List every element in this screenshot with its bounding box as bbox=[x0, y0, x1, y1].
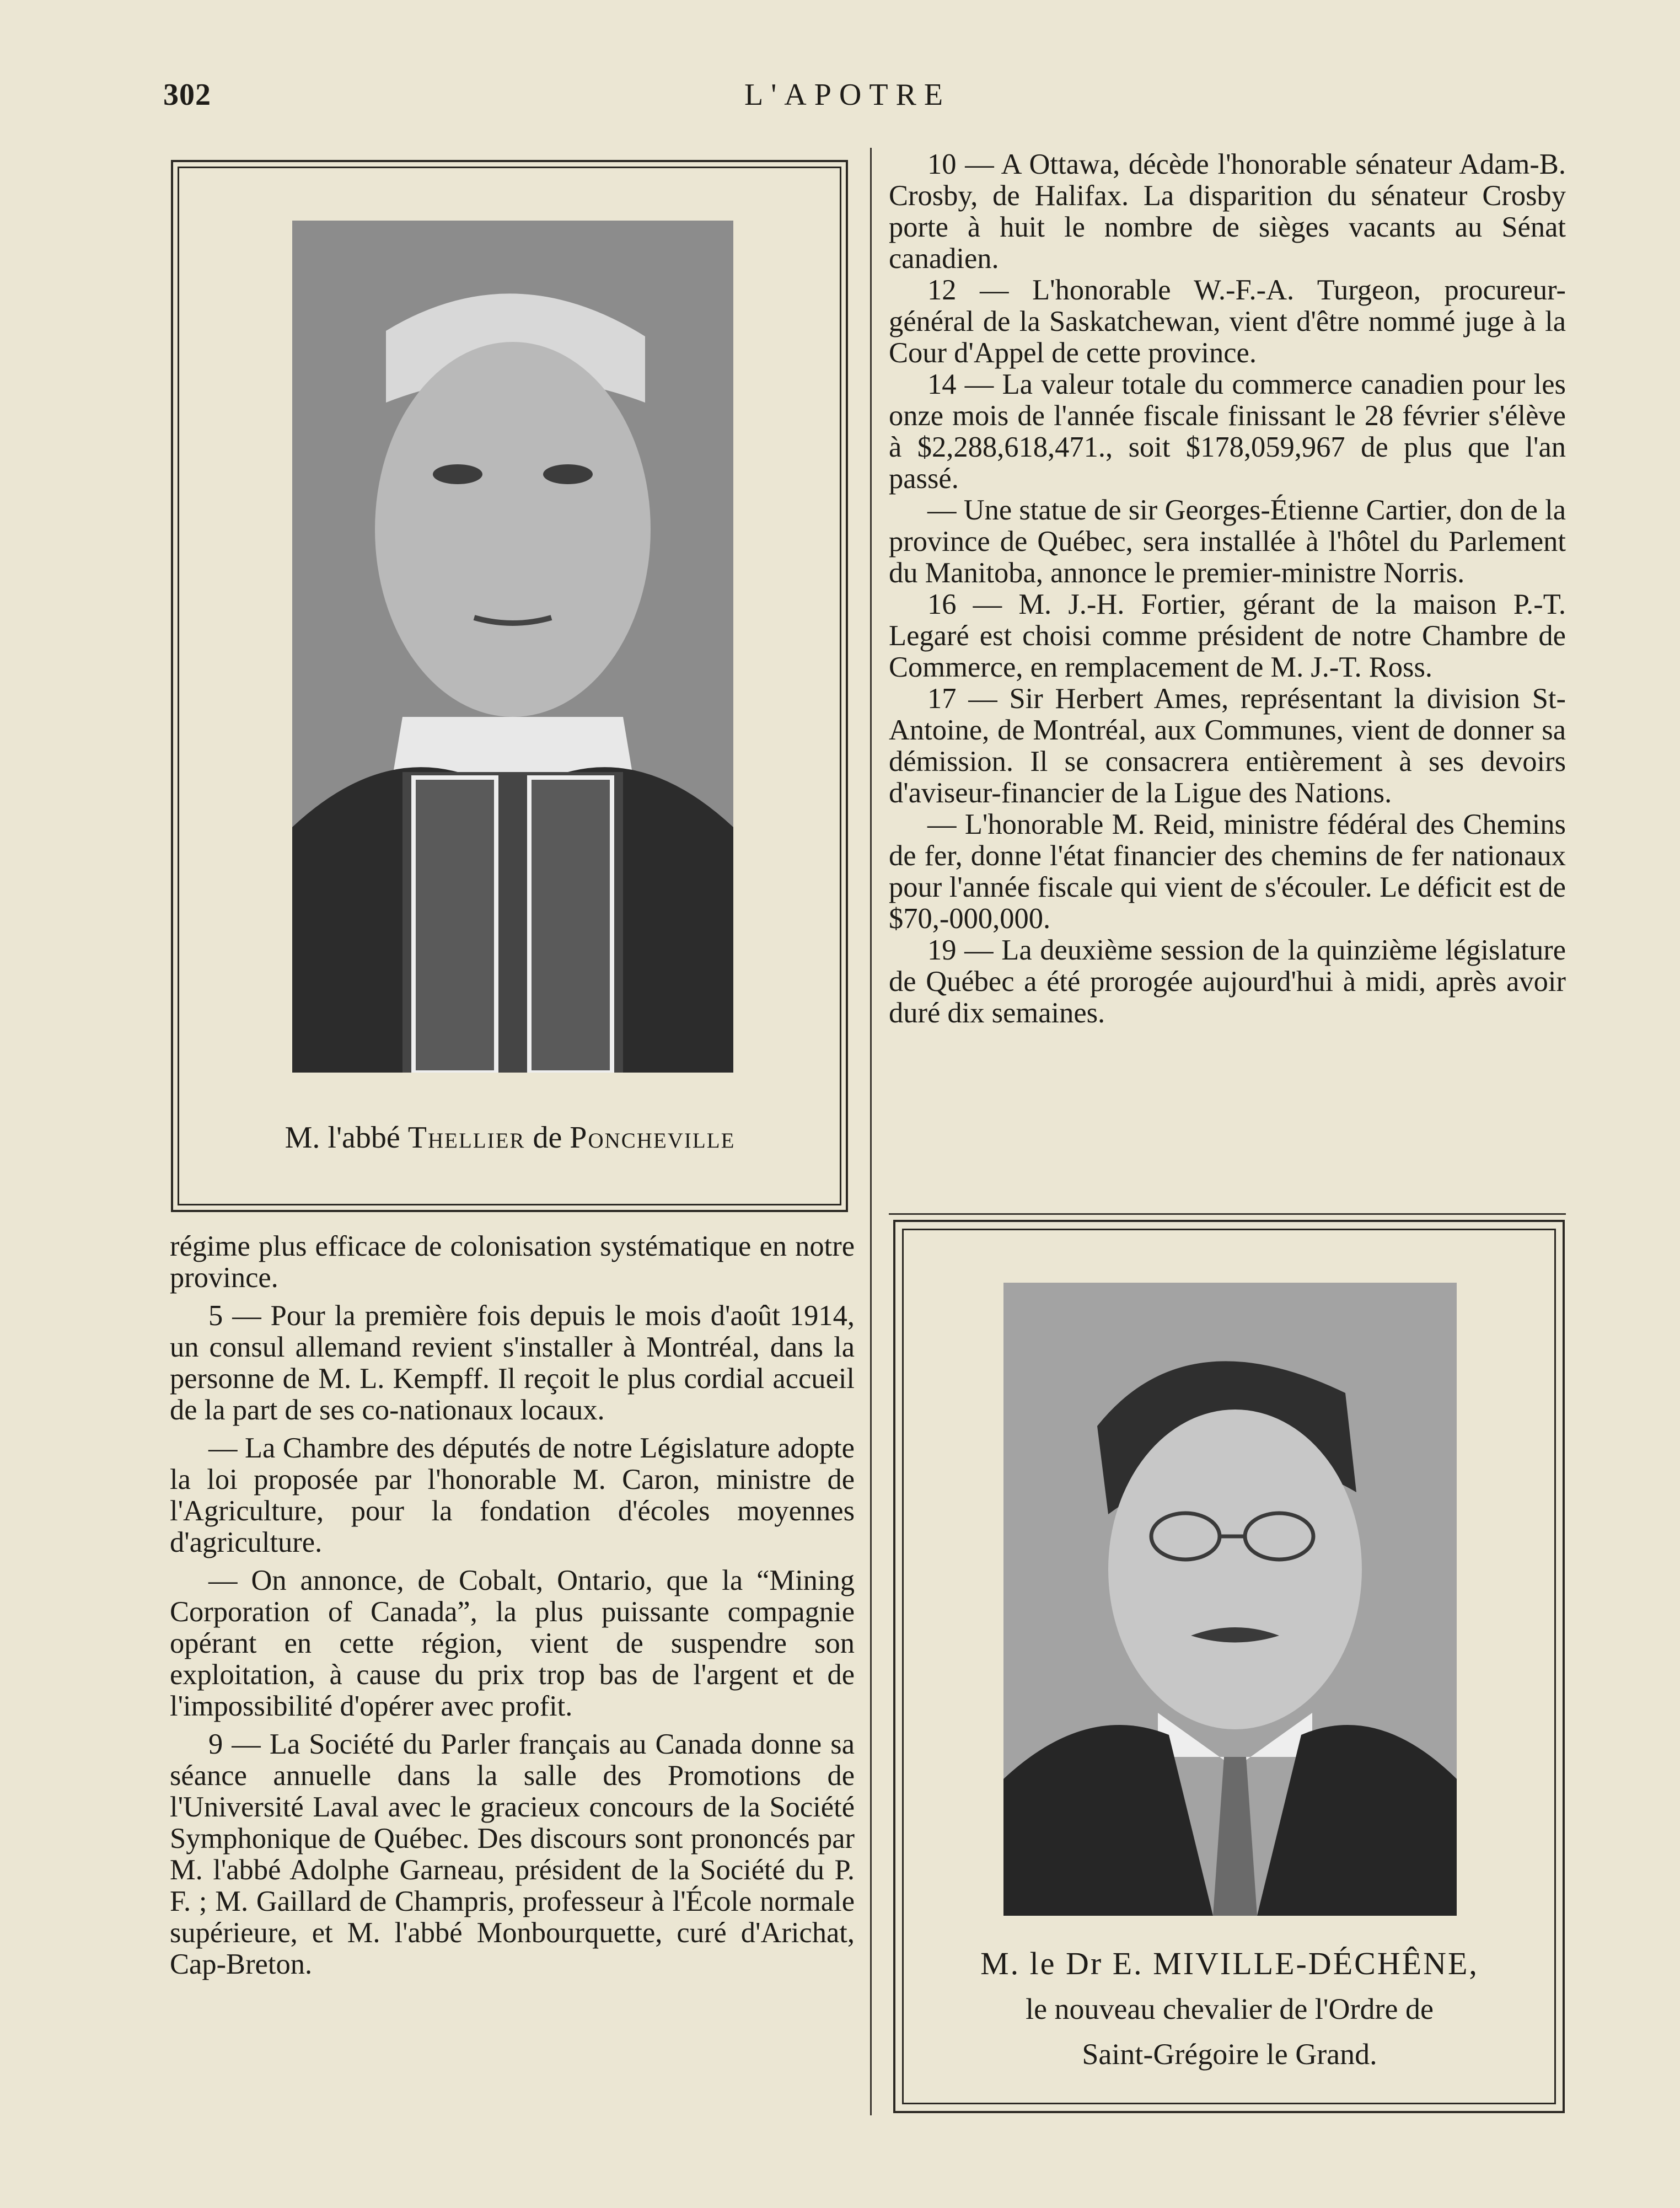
right-paragraph-8: 19 — La deuxième session de la quinzième législature de Québec a été prorogée aujourd'hui à midi, après avoir duré dix semaines. bbox=[889, 934, 1566, 1029]
left-paragraph-3: — La Chambre des députés de notre Législature adopte la loi proposée par l'honorable M. Caron, ministre de l'Agriculture, pour la fondation d'écoles moyennes d'agriculture. bbox=[170, 1432, 855, 1558]
right-paragraph-5: 16 — M. J.-H. Fortier, gérant de la maison P.-T. Legaré est choisi comme président de notre Chambre de Commerce, en remplacement de M. J.-T. Ross. bbox=[889, 588, 1566, 683]
caption-prefix: M. l'abbé bbox=[285, 1121, 408, 1155]
caption-line-1: M. le Dr E. MIVILLE-DÉCHÊNE, bbox=[980, 1946, 1479, 1981]
page-number: 302 bbox=[163, 78, 211, 112]
right-paragraph-1: 10 — A Ottawa, décède l'honorable sénateur Adam-B. Crosby, de Halifax. La disparition du sénateur Crosby porte à huit le nombre de sièges vacants au Sénat canadien. bbox=[889, 148, 1566, 275]
right-paragraph-7: — L'honorable M. Reid, ministre fédéral des Chemins de fer, donne l'état financier des chemins de fer nationaux pour l'année fiscale qui vient de s'écouler. Le déficit est de $70,-000,000. bbox=[889, 808, 1566, 935]
right-column-rule bbox=[889, 1213, 1566, 1215]
right-figure-caption bbox=[904, 1941, 1555, 2077]
caption-line-3: Saint-Grégoire le Grand. bbox=[1082, 2038, 1377, 2071]
right-paragraph-2: 12 — L'honorable W.-F.-A. Turgeon, procureur-général de la Saskatchewan, vient d'être nommé juge à la Cour d'Appel de cette province. bbox=[889, 274, 1566, 369]
right-paragraph-6: 17 — Sir Herbert Ames, représentant la division St-Antoine, de Montréal, aux Communes, vient de donner sa démission. Il se consacrera entièrement à ses devoirs d'aviseur-financier de la Ligue des Nations. bbox=[889, 683, 1566, 809]
left-paragraph-4: — On annonce, de Cobalt, Ontario, que la “Mining Corporation of Canada”, la plus puissante compagnie opérant en cette région, vient de suspendre son exploitation, à cause du prix trop bas de l'argent et de l'impossibilité d'opérer avec profit. bbox=[170, 1564, 855, 1722]
caption-mid: de bbox=[525, 1121, 570, 1155]
left-paragraph-5: 9 — La Société du Parler français au Canada donne sa séance annuelle dans la salle des Promotions de l'Université Laval avec le gracieux concours de la Société Symphonique de Québec. Des discours sont prononcés par M. l'abbé Adolphe Garneau, président de la Société du P. F. ; M. Gaillard de Champris, professeur à l'École normale supérieure, et M. l'abbé Monbourquette, curé d'Arichat, Cap-Breton. bbox=[170, 1728, 855, 1980]
left-paragraph-1: régime plus efficace de colonisation systématique en notre province. bbox=[170, 1230, 855, 1294]
left-figure-caption bbox=[182, 1115, 838, 1160]
right-paragraph-3: 14 — La valeur totale du commerce canadien pour les onze mois de l'année fiscale finissant le 28 février s'élève à $2,288,618,471., soit $178,059,967 de plus que l'an passé. bbox=[889, 368, 1566, 495]
right-column-text bbox=[889, 149, 1566, 1029]
left-column-text bbox=[170, 1231, 855, 1980]
right-paragraph-4: — Une statue de sir Georges-Étienne Cartier, don de la province de Québec, sera installée à l'hôtel du Parlement du Manitoba, annonce le premier-ministre Norris. bbox=[889, 494, 1566, 589]
column-divider bbox=[870, 148, 872, 2115]
priest-portrait-illustration bbox=[292, 221, 733, 1073]
caption-name-thellier: Thellier bbox=[407, 1121, 525, 1155]
caption-line-2: le nouveau chevalier de l'Ordre de bbox=[1026, 1992, 1434, 2025]
gentleman-portrait-illustration bbox=[1003, 1283, 1457, 1916]
running-title: L'APOTRE bbox=[744, 78, 951, 112]
portrait-photo-thellier bbox=[292, 221, 733, 1073]
caption-name-poncheville: Poncheville bbox=[570, 1121, 736, 1155]
left-paragraph-2: 5 — Pour la première fois depuis le mois d'août 1914, un consul allemand revient s'installer à Montréal, dans la personne de M. L. Kempff. Il reçoit le plus cordial accueil de la part de ses co-nationaux locaux. bbox=[170, 1300, 855, 1426]
portrait-photo-miville-dechene bbox=[1003, 1283, 1457, 1916]
